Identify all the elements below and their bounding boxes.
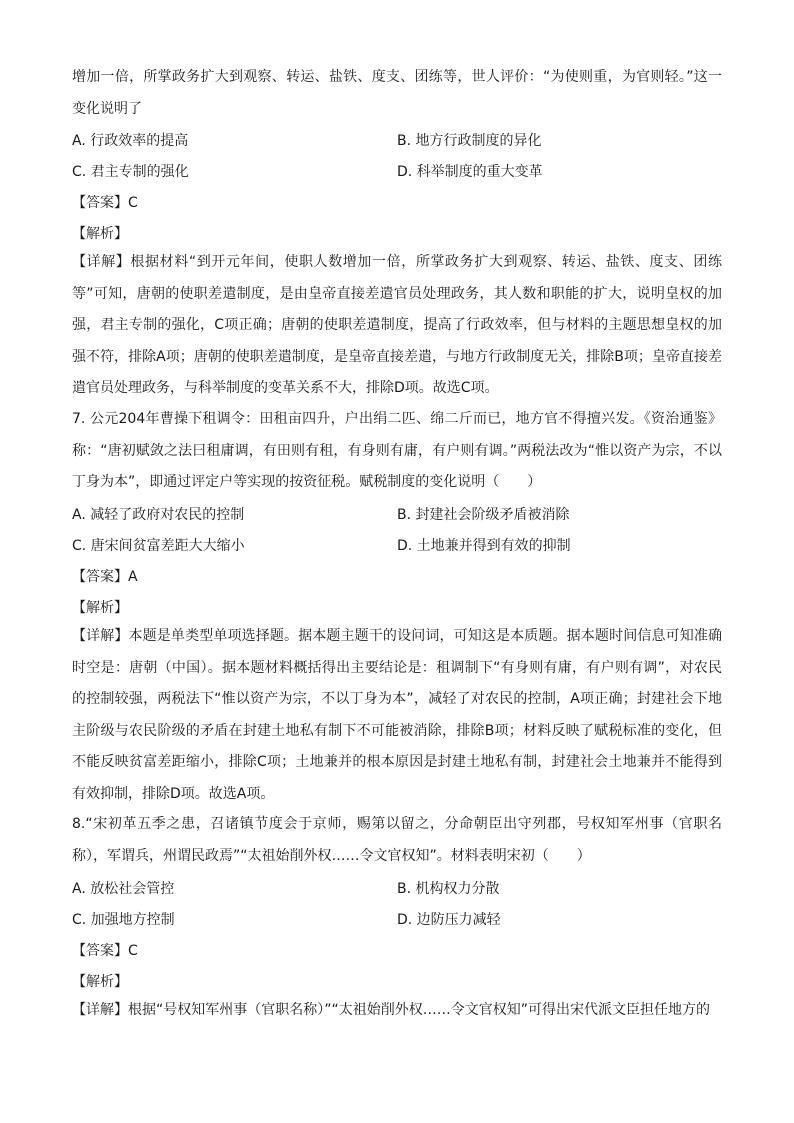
q6-option-d: D. 科举制度的重大变革: [397, 164, 543, 180]
q8-detail: 【详解】根据“号权知军州事（官职名称）”“太祖始削外权……令文官权知”可得出宋代派文臣担任地方的: [72, 1002, 711, 1018]
q7-option-d: D. 土地兼并得到有效的抑制: [397, 538, 571, 554]
q7-detail: 【详解】本题是单类型单项选择题。据本题主题干的设问词，可知这是本质题。据本题时间信息可知准确时空是：唐朝（中国）。据本题材料概括得出主要结论是：租调制下“有身则有庸，有户则有调”，对农民的控制较强，两税法下“惟以资产为宗，不以丁身为本”，减轻了对农民的控制，A项正确；封建社会下地主阶级与农民阶级的矛盾在封建土地私有制下不可能被消除，排除B项；材料反映了赋税标准的变化，但不能反映贫富差距缩小，排除C项；土地兼并的根本原因是封建土地私有制，封建社会土地兼并不能得到有效抑制，排除D项。故选A项。: [72, 628, 722, 802]
q8-option-c: C. 加强地方控制: [72, 912, 175, 928]
q7-analysis-label: 【解析】: [72, 600, 128, 616]
q7-option-b: B. 封建社会阶级矛盾被消除: [397, 507, 570, 523]
q6-answer: 【答案】C: [72, 195, 138, 211]
q8-option-a: A. 放松社会管控: [72, 881, 175, 897]
q8-option-b: B. 机构权力分散: [397, 881, 500, 897]
q8-option-d: D. 边防压力减轻: [397, 912, 501, 928]
q6-detail: 【详解】根据材料“到开元年间，使职人数增加一倍，所掌政务扩大到观察、转运、盐铁、度支、团练等”可知，唐朝的使职差遣制度，是由皇帝直接差遣官员处理政务，其人数和职能的扩大，说明皇权的加强，君主专制的强化，C项正确；唐朝的使职差遣制度，提高了行政效率，但与材料的主题思想皇权的加强不符，排除A项；唐朝的使职差遣制度，是皇帝直接差遣，与地方行政制度无关，排除B项；皇帝直接差遣官员处理政务，与科举制度的变革关系不大，排除D项。故选C项。: [72, 254, 722, 396]
q7-answer: 【答案】A: [72, 569, 138, 585]
q6-option-c: C. 君主专制的强化: [72, 164, 189, 180]
q7-option-c: C. 唐宋间贫富差距大大缩小: [72, 538, 245, 554]
question-8-stem: 8.“宋初革五季之患，召诸镇节度会于京师，赐第以留之，分命朝臣出守列郡，号权知军州事（官职名称），军谓兵，州谓民政焉”“太祖始削外权……令文官权知”。材料表明宋初（ ）: [72, 816, 722, 864]
q8-analysis-label: 【解析】: [72, 974, 128, 990]
q6-option-b: B. 地方行政制度的异化: [397, 133, 542, 149]
q6-analysis-label: 【解析】: [72, 226, 128, 242]
q6-option-a: A. 行政效率的提高: [72, 133, 189, 149]
q7-option-a: A. 减轻了政府对农民的控制: [72, 507, 245, 523]
q8-answer: 【答案】C: [72, 943, 138, 959]
question-6-stem: 增加一倍，所掌政务扩大到观察、转运、盐铁、度支、团练等，世人评价：“为使则重，为官则轻。”这一变化说明了: [72, 69, 722, 117]
question-7-stem: 7. 公元204年曹操下租调令：田租亩四升，户出绢二匹、绵二斤而已，地方官不得擅兴发。《资治通鉴》称：“唐初赋敛之法曰租庸调，有田则有租，有身则有庸，有户则有调。”两税法改为“惟以资产为宗，不以丁身为本”，即通过评定户等实现的按资征税。赋税制度的变化说明（ ）: [72, 411, 722, 490]
